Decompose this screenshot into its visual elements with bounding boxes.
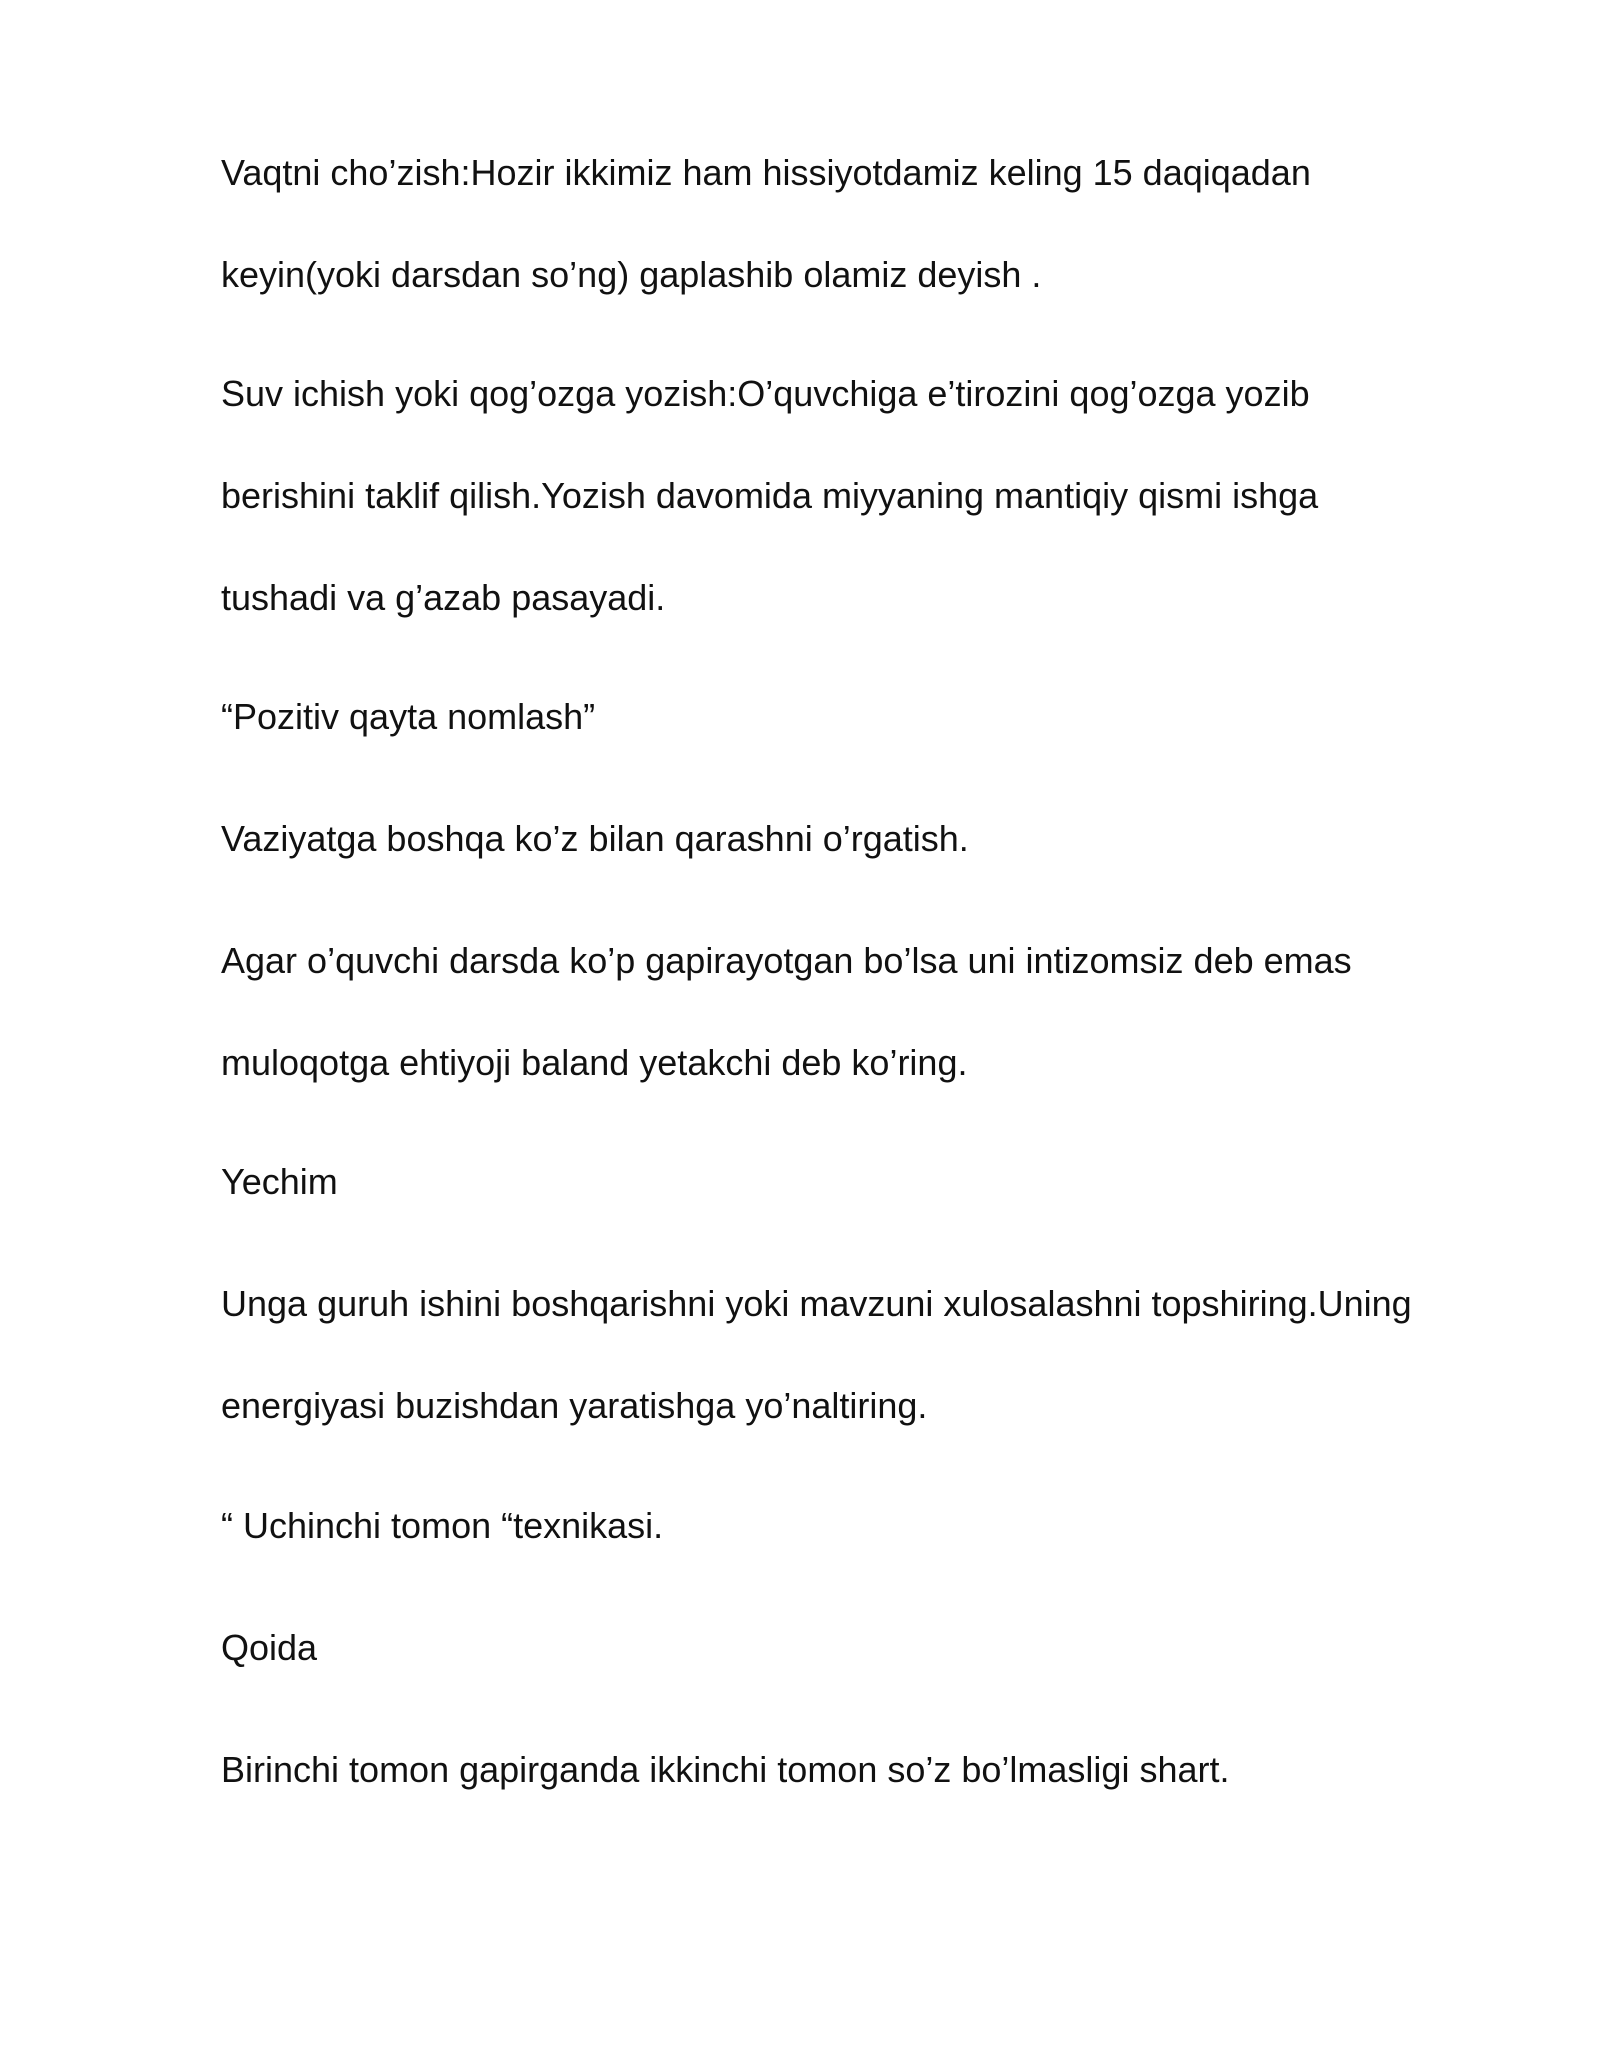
text-line: tushadi va g’azab pasayadi. — [221, 577, 666, 618]
text-line: “Pozitiv qayta nomlash” — [221, 696, 596, 737]
paragraph-example — [221, 910, 1521, 1114]
heading-third-party — [221, 1475, 1521, 1577]
text-line: keyin(yoki darsdan so’ng) gaplashib olamiz deyish . — [221, 254, 1042, 295]
text-line: Birinchi tomon gapirganda ikkinchi tomon so’z bo’lmasligi shart. — [221, 1749, 1230, 1790]
text-line: Yechim — [221, 1161, 338, 1202]
paragraph-rule — [221, 1719, 1521, 1821]
text-line: Vaziyatga boshqa ko’z bilan qarashni o’rgatish. — [221, 818, 969, 859]
text-line: Suv ichish yoki qog’ozga yozish:O’quvchiga e’tirozini qog’ozga yozib — [221, 373, 1310, 414]
text-line: “ Uchinchi tomon “texnikasi. — [221, 1505, 664, 1546]
heading-positive-reframing — [221, 666, 1521, 768]
paragraph-writing-technique — [221, 343, 1521, 649]
text-line: energiyasi buzishdan yaratishga yo’naltiring. — [221, 1385, 928, 1426]
text-line: Unga guruh ishini boshqarishni yoki mavzuni xulosalashni topshiring.Uning — [221, 1283, 1412, 1324]
paragraph-solution — [221, 1253, 1521, 1457]
paragraph-another-view — [221, 788, 1521, 890]
text-line: Vaqtni cho’zish:Hozir ikkimiz ham hissiyotdamiz keling 15 daqiqadan — [221, 152, 1311, 193]
text-line: berishini taklif qilish.Yozish davomida miyyaning mantiqiy qismi ishga — [221, 475, 1319, 516]
paragraph-delay-technique — [221, 122, 1521, 326]
heading-solution — [221, 1131, 1521, 1233]
text-line: Agar o’quvchi darsda ko’p gapirayotgan bo’lsa uni intizomsiz deb emas — [221, 940, 1352, 981]
text-line: Qoida — [221, 1627, 318, 1668]
text-line: muloqotga ehtiyoji baland yetakchi deb ko’ring. — [221, 1042, 968, 1083]
heading-rule — [221, 1597, 1521, 1699]
